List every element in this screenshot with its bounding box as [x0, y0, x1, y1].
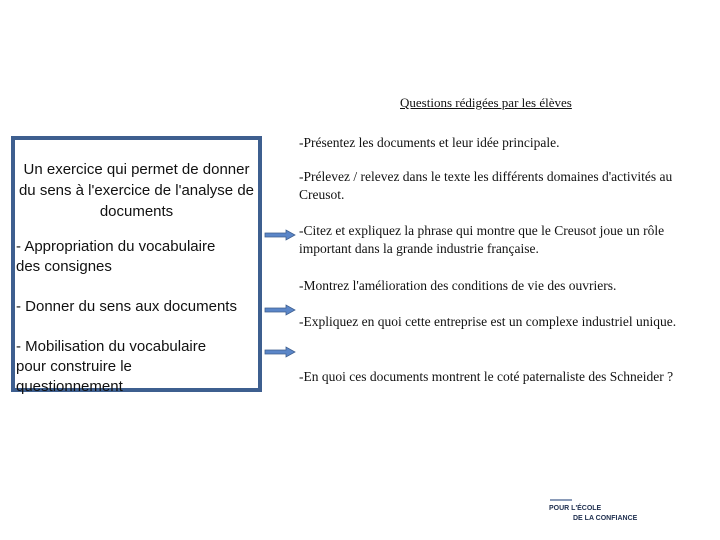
question-item: -Citez et expliquez la phrase qui montre que le Creusot joue un rôle important dans la grande industrie française.: [299, 223, 665, 256]
logo-line: [550, 499, 572, 501]
question-item: -Prélevez / relevez dans le texte les différents domaines d'activités au Creusot.: [299, 169, 673, 202]
summary-item-meaning: - Donner du sens aux documents: [16, 298, 237, 315]
question-item: -Expliquez en quoi cette entreprise est un complexe industriel unique.: [299, 314, 677, 329]
question-item: -Présentez les documents et leur idée principale.: [299, 135, 560, 150]
question-item: -En quoi ces documents montrent le coté paternaliste des Schneider ?: [299, 369, 674, 384]
logo-text-line2: DE LA CONFIANCE: [573, 515, 638, 522]
arrow-right-icon: [264, 304, 296, 316]
question-item: -Montrez l'amélioration des conditions de vie des ouvriers.: [299, 278, 617, 293]
summary-box: [11, 136, 262, 395]
summary-item-vocabulary: - Appropriation du vocabulaire des consignes: [16, 238, 216, 275]
summary-box-title: Un exercice qui permet de donner du sens à l'exercice de l'analyse de documents: [18, 161, 255, 220]
logo: [548, 497, 648, 527]
summary-item-questioning: - Mobilisation du vocabulaire pour construire le questionnement: [16, 338, 207, 395]
arrow-right-icon: [264, 229, 296, 241]
page-heading: Questions rédigées par les élèves: [400, 95, 572, 110]
arrow-right-icon: [264, 346, 296, 358]
logo-text-line1: POUR L'ÉCOLE: [549, 505, 602, 512]
